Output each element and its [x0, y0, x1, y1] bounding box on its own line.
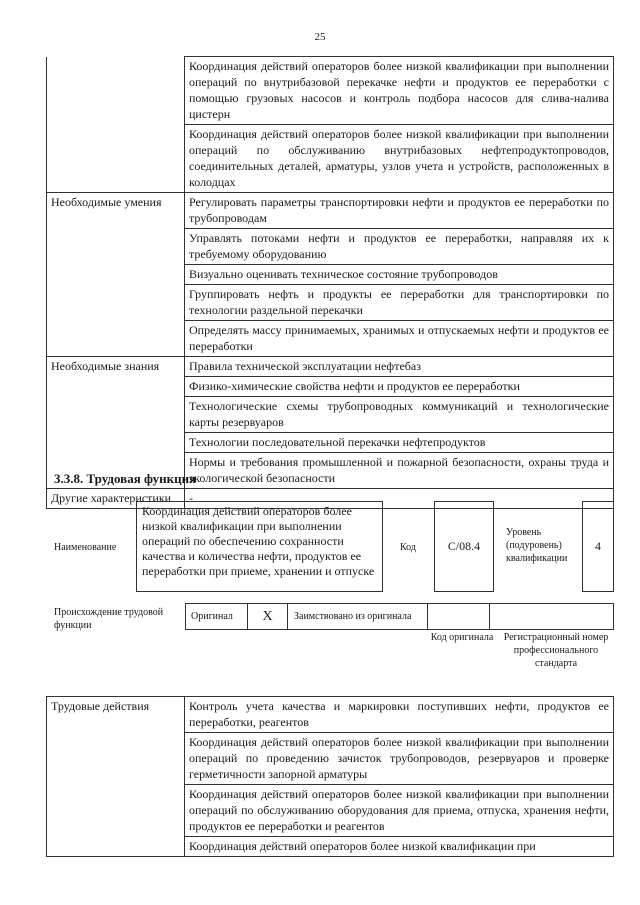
level-value: 4: [582, 501, 614, 592]
table-cell: Нормы и требования промышленной и пожарной безопасности, охраны труда и экологической безопасности: [185, 453, 614, 489]
page-number: 25: [314, 31, 326, 43]
table-row: [47, 57, 614, 125]
original-cell: Оригинал: [186, 604, 248, 629]
table-cell: Координация действий операторов более низкой квалификации при: [185, 837, 614, 857]
function-name-value: Координация действий операторов более низкой квалификации при выполнении операций по обеспечению сохранности качества и количества нефти, продуктов ее переработки при приеме, хранении и отпуске: [136, 501, 383, 592]
table-cell: Контроль учета качества и маркировки поступивших нефти, продуктов ее переработки, реагентов: [185, 697, 614, 733]
borrowed-cell: Заимствовано из оригинала: [288, 604, 428, 629]
table-cell: Регулировать параметры транспортировки нефти и продуктов ее переработки по трубопроводам: [185, 193, 614, 229]
row-label-skills: Необходимые умения: [47, 193, 185, 357]
function-code-value: C/08.4: [434, 501, 494, 592]
table-cell: Координация действий операторов более низкой квалификации при выполнении операций по внутрибазовой перекачке нефти и продуктов ее переработки с помощью грузовых насосов и контроль подбора насосов для слива-налива цистерн: [185, 57, 614, 125]
registration-caption: Регистрационный номер профессионального стандарта: [503, 632, 609, 669]
row-label-knowledge: Необходимые знания: [47, 357, 185, 489]
row-label-actions: Трудовые действия: [47, 697, 185, 857]
labor-actions-table: [46, 696, 614, 857]
registration-number-cell: [490, 604, 613, 629]
table-cell: Координация действий операторов более низкой квалификации при выполнении операций по проведению зачисток трубопроводов, резервуаров и проверке герметичности запорной арматуры: [185, 733, 614, 785]
table-row: [47, 193, 614, 229]
level-label: Уровень (подуровень) квалификации: [506, 527, 568, 564]
table-cell: Координация действий операторов более низкой квалификации при выполнении операций по обслуживанию внутрибазовых нефтепродуктопроводов, соединительных деталей, арматуры, узлов учета и устройств, расположенных в колодцах: [185, 125, 614, 193]
table-cell: Управлять потоками нефти и продуктов ее переработки, направляя их к требуемому оборудованию: [185, 229, 614, 265]
section-heading: 3.3.8. Трудовая функция: [54, 471, 197, 486]
origin-label: Происхождение трудовой функции: [54, 607, 164, 631]
table-cell: Группировать нефть и продукты ее переработки для транспортировки по технологии раздельной перекачки: [185, 285, 614, 321]
table-cell: Технологические схемы трубопроводных коммуникаций и технологические карты резервуаров: [185, 397, 614, 433]
table-cell: -: [185, 489, 614, 509]
table-cell: Координация действий операторов более низкой квалификации при выполнении операций по обслуживанию оборудования для приема, отпуска, хранения нефти, продуктов ее переработки и реагентов: [185, 785, 614, 837]
name-label: Наименование: [54, 542, 117, 553]
row-label: [47, 57, 185, 193]
table-cell: Определять массу принимаемых, хранимых и отпускаемых нефти и продуктов ее переработки: [185, 321, 614, 357]
code-label: Код: [400, 542, 416, 553]
table-cell: Правила технической эксплуатации нефтебаз: [185, 357, 614, 377]
original-mark: X: [248, 604, 288, 629]
origin-row: [185, 603, 614, 630]
code-caption: Код оригинала: [430, 632, 494, 643]
table-row: [47, 357, 614, 377]
table-cell: Визуально оценивать техническое состояние трубопроводов: [185, 265, 614, 285]
row-label-other: Другие характеристики: [47, 489, 185, 509]
original-code-cell: [428, 604, 490, 629]
table-cell: Технологии последовательной перекачки нефтепродуктов: [185, 433, 614, 453]
table-cell: Физико-химические свойства нефти и продуктов ее переработки: [185, 377, 614, 397]
table-row: [47, 697, 614, 733]
requirements-table: [46, 56, 614, 509]
